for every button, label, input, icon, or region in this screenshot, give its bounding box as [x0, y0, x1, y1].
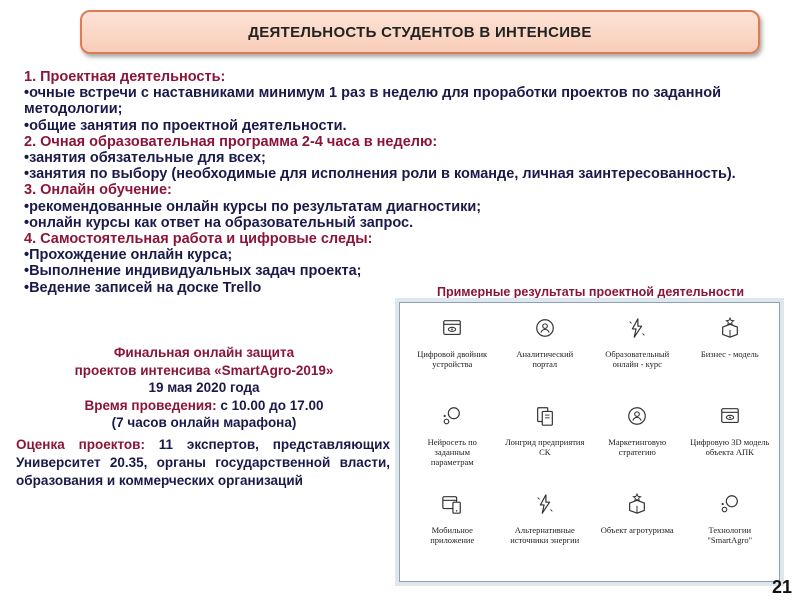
result-item: [406, 317, 499, 405]
activity-heading: 2. Очная образовательная программа 2-4 часа в неделю:: [24, 133, 438, 150]
activity-bullet: •онлайн курсы как ответ на образовательный запрос.: [24, 214, 414, 231]
activity-bullet: •занятия по выбору (необходимые для исполнения роли в команде, личная заинтересованность).: [24, 166, 736, 183]
result-item: [591, 317, 684, 405]
activity-bullet: •занятия обязательные для всех;: [24, 150, 266, 167]
results-grid: [406, 317, 776, 581]
results-panel: [399, 302, 780, 582]
activity-heading: 3. Онлайн обучение:: [24, 182, 172, 199]
browser-eye-icon: [719, 405, 741, 427]
final-defense-block: [14, 344, 394, 432]
time-value: с 10.00 до 17.00: [216, 397, 324, 413]
result-item: [499, 405, 592, 493]
box-star-icon: [626, 493, 648, 515]
activity-bullet: •рекомендованные онлайн курсы по результатам диагностики;: [24, 198, 482, 215]
page-number: 21: [771, 577, 792, 597]
activity-bullet: •очные встречи с наставниками минимум 1 раз в неделю для проработки проектов по заданной методологии;: [24, 85, 721, 118]
browser-eye-icon: [441, 317, 463, 339]
result-label: Маркетинговую стратегию: [608, 437, 667, 457]
activity-heading: 4. Самостоятельная работа и цифровые следы:: [24, 231, 373, 248]
result-item: [406, 405, 499, 493]
target-person-icon: [626, 405, 648, 427]
result-label: Технологии "SmartAgro": [707, 525, 753, 545]
page-title: ДЕЯТЕЛЬНОСТЬ СТУДЕНТОВ В ИНТЕНСИВЕ: [248, 23, 592, 41]
result-label: Мобильное приложение: [430, 525, 475, 545]
assessment-body: 11 экспертов, представляющих Университет 20.35, органы государственной власти, образования и коммерческих организаций: [16, 437, 390, 488]
browser-phone-icon: [441, 493, 463, 515]
lightning-icon: [626, 317, 648, 339]
result-item: [499, 493, 592, 581]
box-star-icon: [719, 317, 741, 339]
result-label: Альтернативные источники энергии: [510, 525, 580, 545]
final-date: 19 мая 2020 года: [148, 380, 260, 395]
time-label: Время проведения:: [84, 397, 217, 413]
result-label: Цифровую 3D модель объекта АПК: [690, 437, 770, 457]
activity-bullet: •Выполнение индивидуальных задач проекта;: [24, 263, 362, 280]
result-label: Нейросеть по заданным параметрам: [427, 437, 477, 467]
result-item: [406, 493, 499, 581]
activity-bullet: •Ведение записей на доске Trello: [24, 279, 262, 296]
assessment-text: [16, 436, 390, 490]
target-person-icon: [534, 317, 556, 339]
results-title: Примерные результаты проектной деятельности: [437, 285, 745, 299]
result-label: Образовательный онлайн - курс: [605, 349, 670, 369]
bubbles-icon: [441, 405, 463, 427]
final-line2: проектов интенсива «SmartAgro-2019»: [74, 362, 334, 378]
final-time: [14, 397, 394, 415]
result-label: Объект агротуризма: [600, 525, 674, 535]
result-item: [591, 493, 684, 581]
lightning-icon: [534, 493, 556, 515]
result-label: Цифровой двойник устройства: [417, 349, 488, 369]
result-item: [499, 317, 592, 405]
result-item: [684, 405, 777, 493]
result-label: Бизнес - модель: [700, 349, 759, 359]
result-label: Аналитический портал: [516, 349, 574, 369]
activity-heading: 1. Проектная деятельность:: [24, 69, 226, 85]
result-item: [684, 493, 777, 581]
final-line1: Финальная онлайн защита: [113, 345, 295, 360]
activity-bullet: •Прохождение онлайн курса;: [24, 247, 233, 264]
result-label: Лонгрид предприятия СК: [505, 437, 585, 457]
activities-list: [24, 69, 764, 296]
activity-bullet: •общие занятия по проектной деятельности.: [24, 117, 347, 134]
assessment-label: Оценка проектов:: [16, 437, 145, 452]
result-item: [591, 405, 684, 493]
title-banner: [80, 10, 760, 54]
bubbles-icon: [719, 493, 741, 515]
final-duration: (7 часов онлайн марафона): [111, 415, 297, 430]
documents-icon: [534, 405, 556, 427]
result-item: [684, 317, 777, 405]
